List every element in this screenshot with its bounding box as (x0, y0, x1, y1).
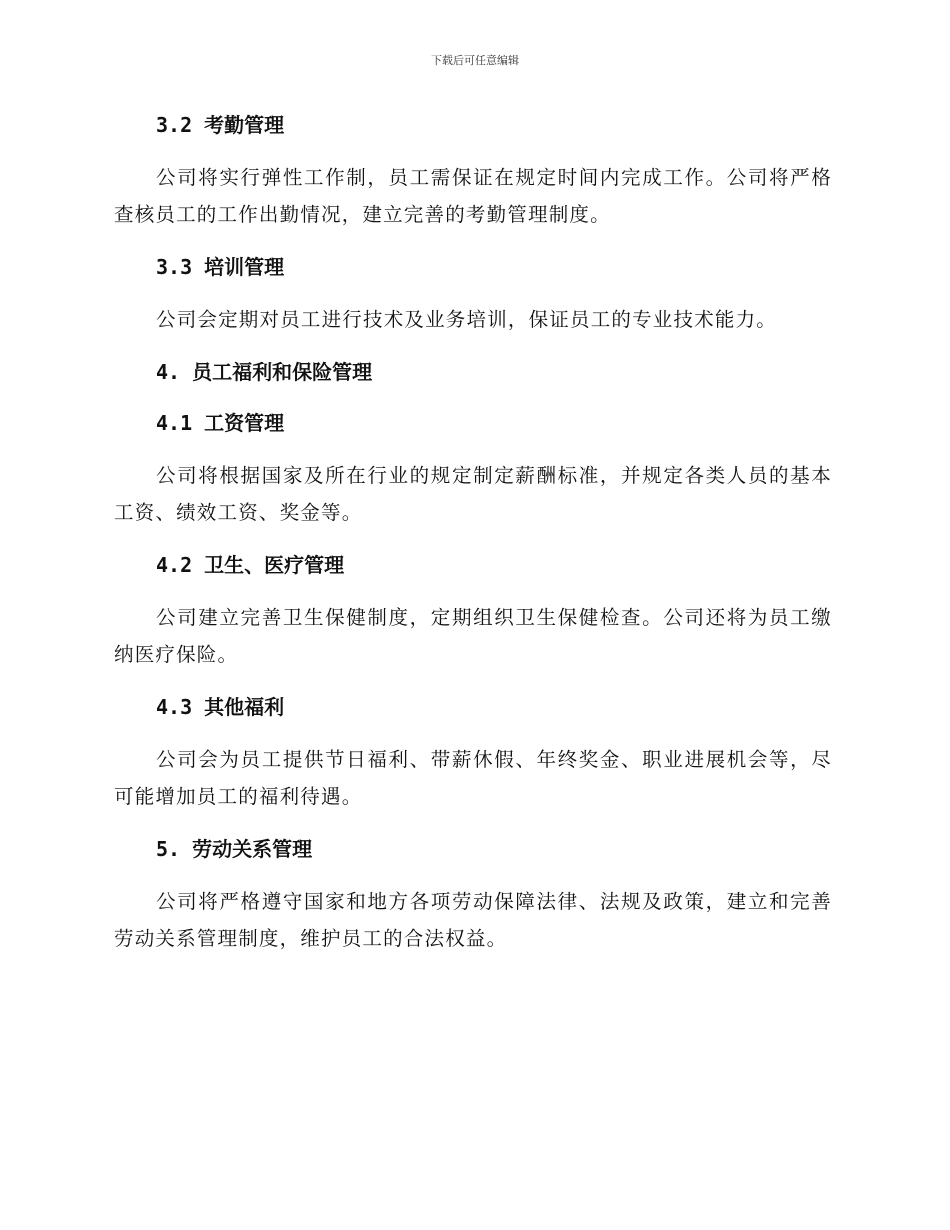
section-paragraph-5: 公司将严格遵守国家和地方各项劳动保障法律、法规及政策，建立和完善劳动关系管理制度，维护员工的合法权益。 (114, 890, 832, 950)
section-heading-4-1: 4.1 工资管理 (156, 411, 285, 435)
section-paragraph-4-2: 公司建立完善卫生保健制度，定期组织卫生保健检查。公司还将为员工缴纳医疗保险。 (114, 606, 832, 666)
section-paragraph-4-1: 公司将根据国家及所在行业的规定制定薪酬标准，并规定各类人员的基本工资、绩效工资、奖金等。 (114, 464, 832, 524)
section-paragraph-4-3: 公司会为员工提供节日福利、带薪休假、年终奖金、职业进展机会等，尽可能增加员工的福利待遇。 (114, 748, 832, 808)
section-paragraph-3-3: 公司会定期对员工进行技术及业务培训，保证员工的专业技术能力。 (156, 308, 778, 331)
document-body (114, 108, 832, 957)
page-header: 下载后可任意编辑 (431, 54, 519, 67)
section-heading-4: 4. 员工福利和保险管理 (156, 360, 373, 384)
section-heading-5: 5. 劳动关系管理 (156, 837, 313, 861)
section-heading-4-3: 4.3 其他福利 (156, 695, 285, 719)
section-heading-3-3: 3.3 培训管理 (156, 255, 285, 279)
section-paragraph-3-2: 公司将实行弹性工作制，员工需保证在规定时间内完成工作。公司将严格查核员工的工作出勤情况，建立完善的考勤管理制度。 (114, 166, 832, 226)
section-heading-3-2: 3.2 考勤管理 (156, 113, 285, 137)
section-heading-4-2: 4.2 卫生、医疗管理 (156, 553, 345, 577)
